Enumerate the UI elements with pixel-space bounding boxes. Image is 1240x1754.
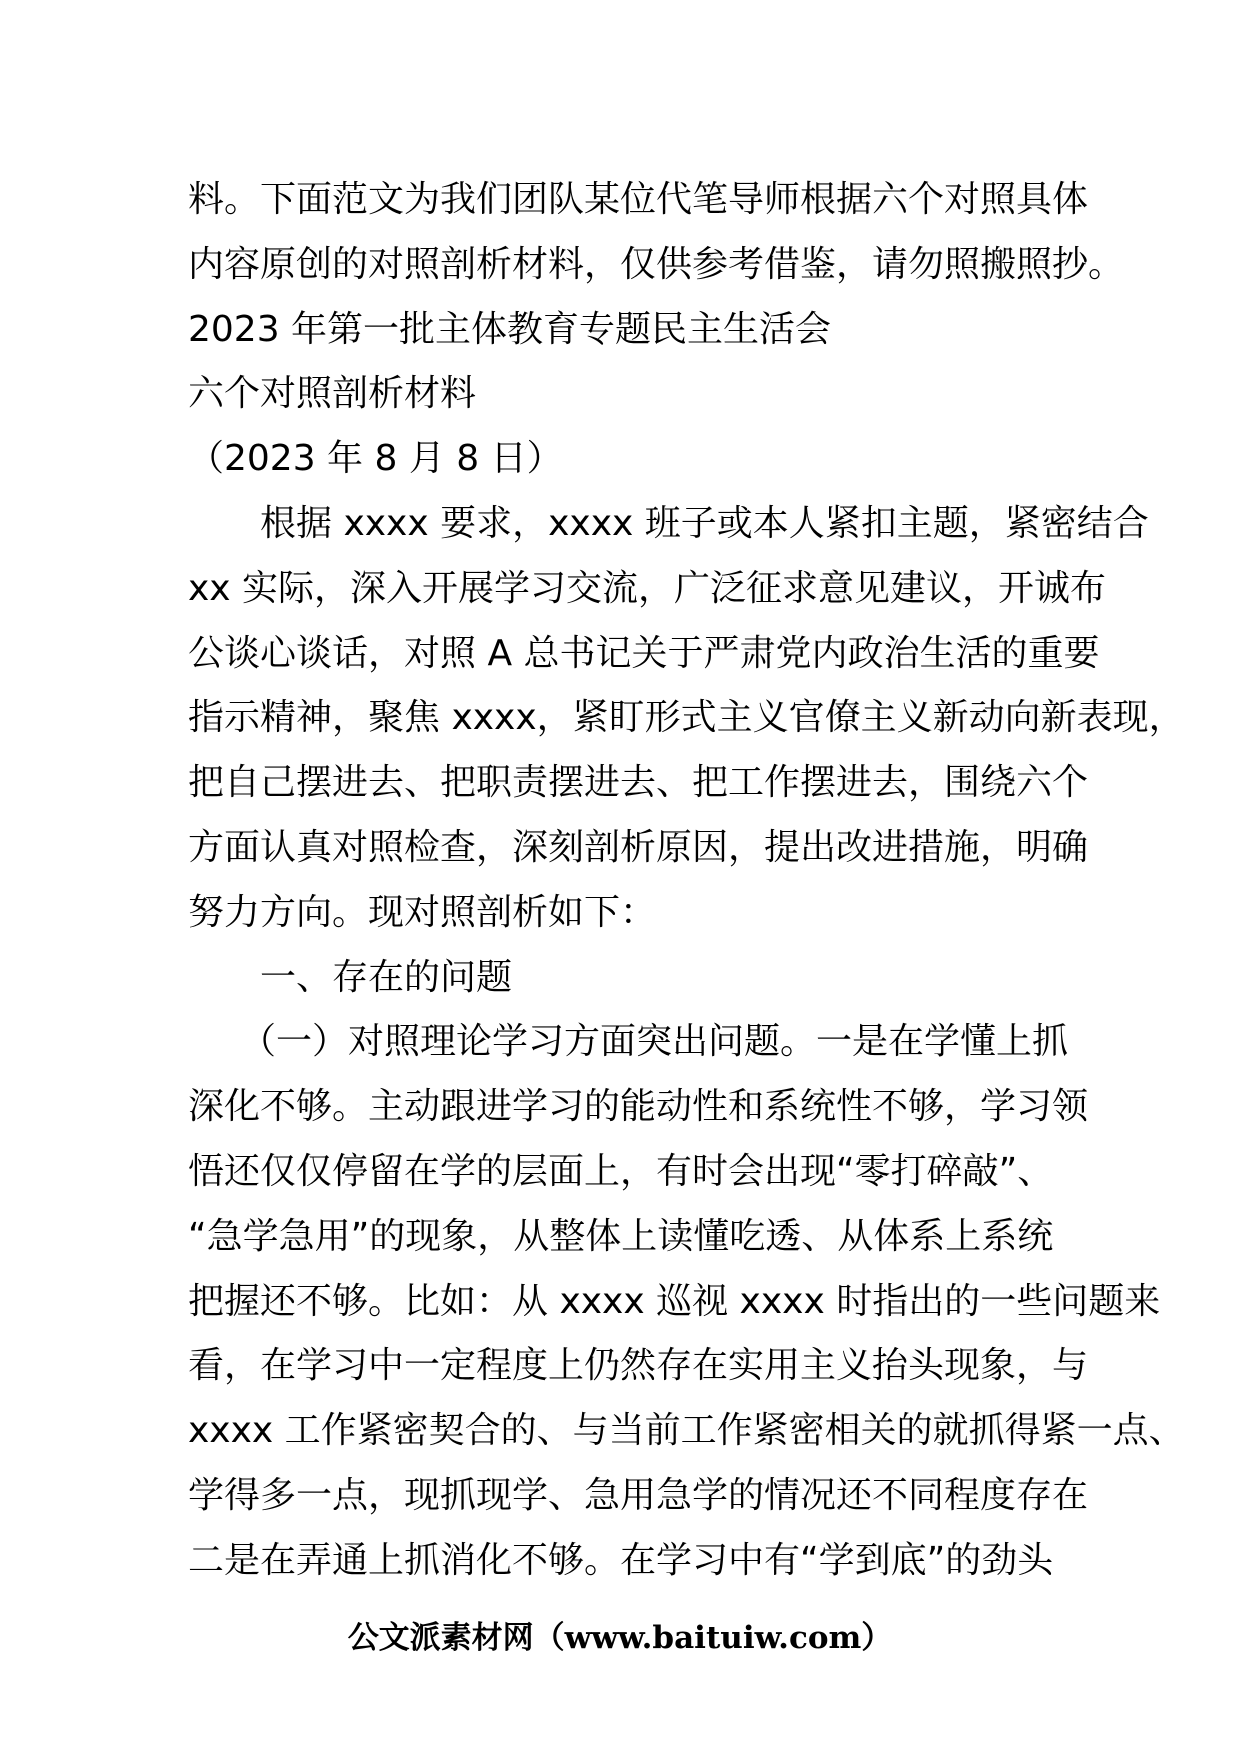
body-text-line: 内容原创的对照剖析材料，仅供参考借鉴，请勿照搬照抄。 (188, 243, 1125, 285)
document-title-line-2: 六个对照剖析材料 (188, 373, 477, 415)
body-text-line: 把握还不够。比如：从 xxxx 巡视 xxxx 时指出的一些问题来 (188, 1280, 1161, 1322)
page-footer-watermark: 公文派素材网（www.baituiw.com） (347, 1620, 893, 1656)
body-text-line: 公谈心谈话，对照 A 总书记关于严肃党内政治生活的重要 (188, 632, 1100, 674)
body-text-line: 努力方向。现对照剖析如下： (188, 891, 657, 933)
body-text-line: “急学急用”的现象，从整体上读懂吃透、从体系上系统 (188, 1215, 1054, 1257)
document-body (188, 168, 1185, 1594)
body-text-line: 把自己摆进去、把职责摆进去、把工作摆进去，围绕六个 (188, 762, 1089, 804)
paragraph-first-line: 根据 xxxx 要求，xxxx 班子或本人紧扣主题，紧密结合 (260, 502, 1149, 544)
subsection-first-line: （一）对照理论学习方面突出问题。一是在学懂上抓 (240, 1021, 1069, 1063)
body-text-line: 深化不够。主动跟进学习的能动性和系统性不够，学习领 (188, 1086, 1089, 1128)
body-text-line: 悟还仅仅停留在学的层面上，有时会出现“零打碎敲”、 (188, 1150, 1054, 1192)
body-text-line: 方面认真对照检查，深刻剖析原因，提出改进措施，明确 (188, 826, 1089, 868)
document-date: （2023 年 8 月 8 日） (188, 438, 563, 480)
body-text-line: 指示精神，聚焦 xxxx，紧盯形式主义官僚主义新动向新表现， (188, 697, 1185, 739)
body-text-line: 看，在学习中一定程度上仍然存在实用主义抬头现象，与 (188, 1345, 1089, 1387)
body-text-line: 料。下面范文为我们团队某位代笔导师根据六个对照具体 (188, 179, 1089, 220)
document-title-line-1: 2023 年第一批主体教育专题民主生活会 (188, 308, 832, 350)
body-text-line: 学得多一点，现抓现学、急用急学的情况还不同程度存在 (188, 1474, 1089, 1516)
body-text-line: xx 实际，深入开展学习交流，广泛征求意见建议，开诚布 (188, 567, 1107, 609)
body-text-line: 二是在弄通上抓消化不够。在学习中有“学到底”的劲头 (188, 1539, 1054, 1581)
section-heading: 一、存在的问题 (260, 956, 513, 998)
body-text-line: xxxx 工作紧密契合的、与当前工作紧密相关的就抓得紧一点、 (188, 1410, 1185, 1452)
